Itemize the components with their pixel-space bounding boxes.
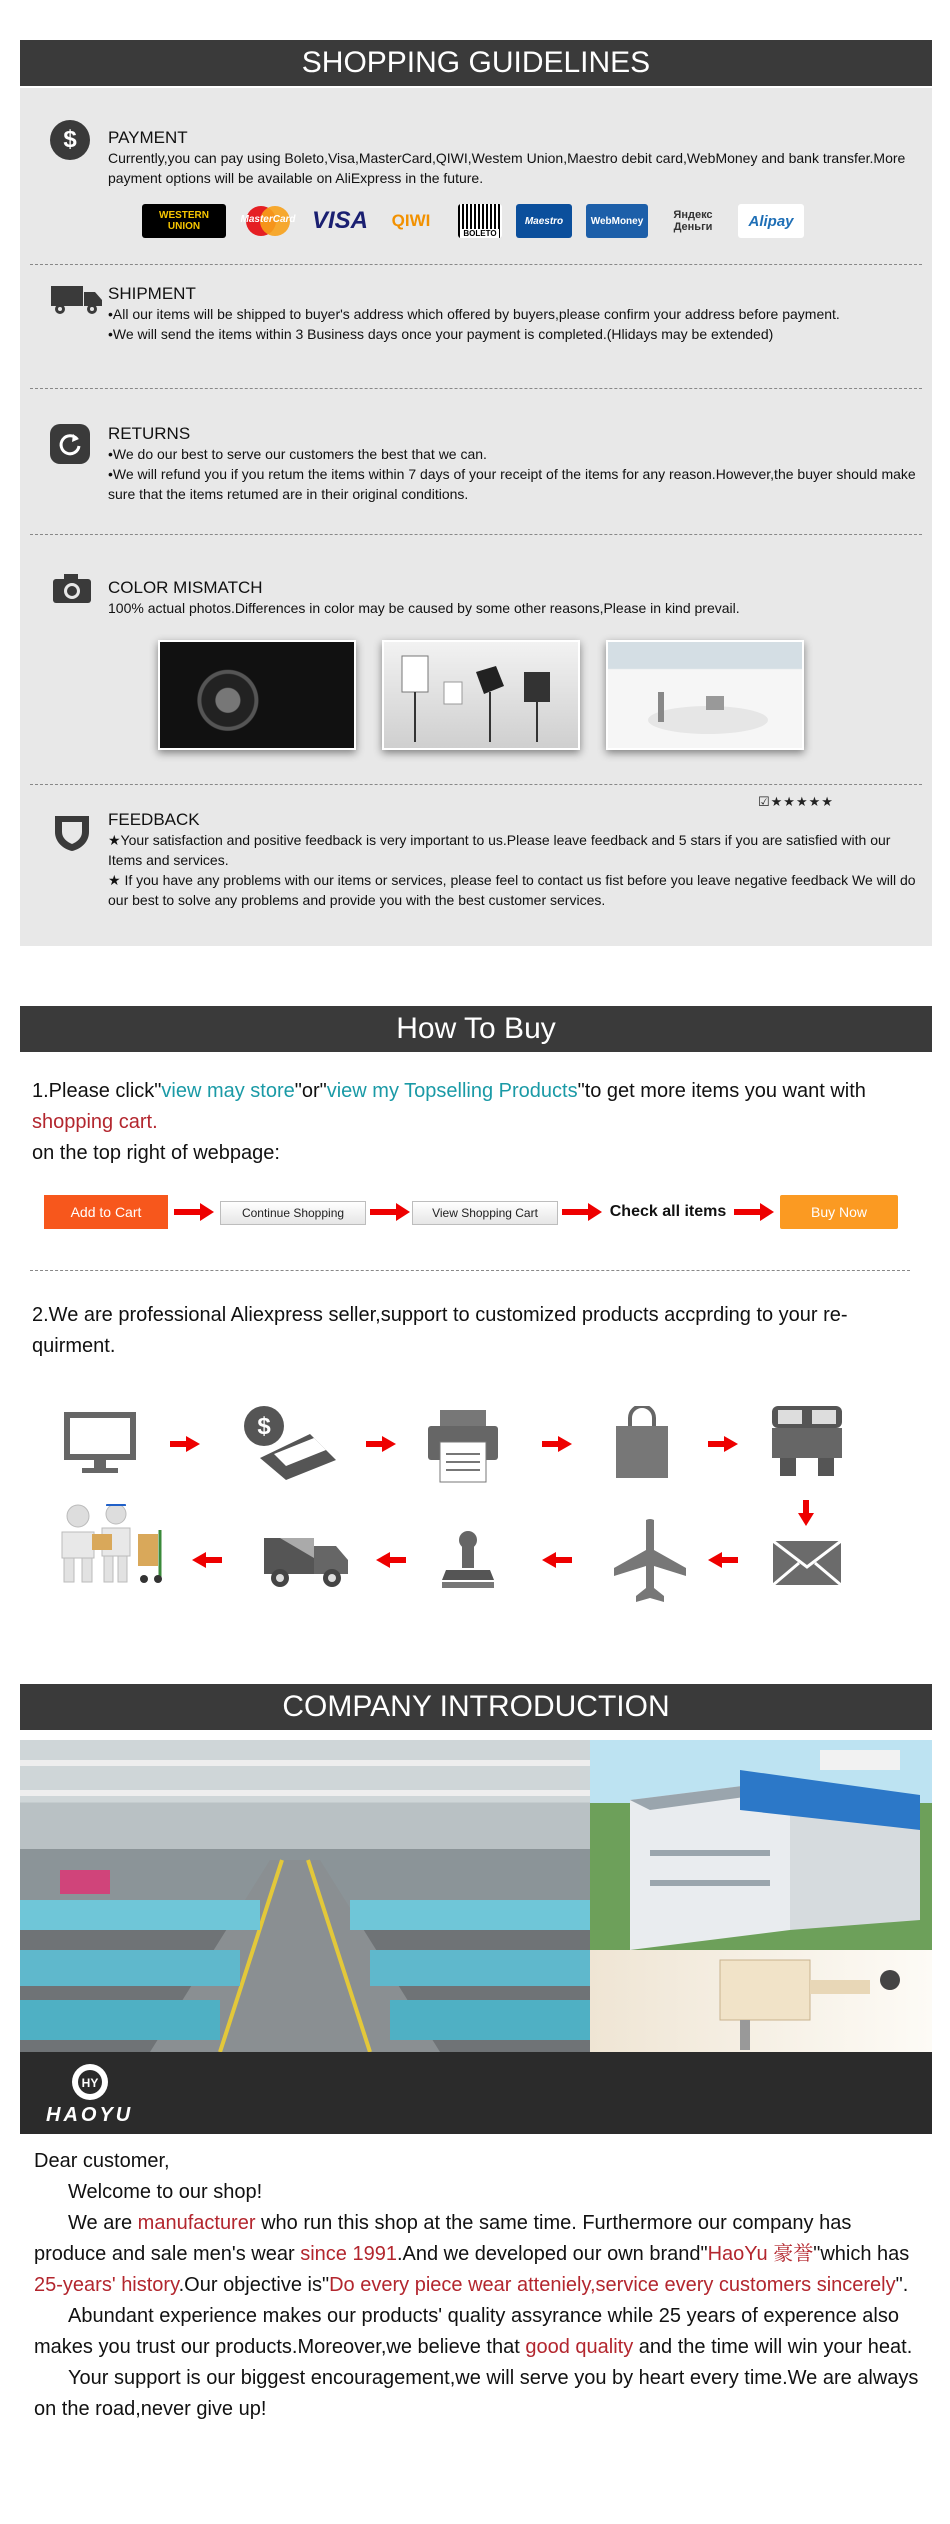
arrow-right-icon <box>370 1203 410 1226</box>
payment-text: Currently,you can pay using Boleto,Visa,MasterCard,QIWI,Westem Union,Maestro debit card,WebMoney and bank transfer.More payment options will be available on AliExpress in the future. <box>108 150 906 186</box>
arrow-left-icon <box>708 1552 738 1573</box>
guidelines-title: SHOPPING GUIDELINES <box>20 40 932 86</box>
howto-step-2: 2.We are professional Aliexpress seller,support to customized products accprding to your re- quirment. <box>32 1304 848 1357</box>
continue-shopping-button[interactable]: Continue Shopping <box>220 1201 366 1225</box>
factory-building-photo <box>590 1740 932 1950</box>
arrow-right-icon <box>542 1436 572 1457</box>
company-intro-text <box>34 2146 922 2425</box>
printer-icon <box>426 1408 500 1489</box>
svg-text:$: $ <box>257 1413 271 1440</box>
returns-title: RETURNS <box>108 424 191 443</box>
shipment-line-2: •We will send the items within 3 Business days once your payment is completed.(Hlidays may be extended) <box>108 326 774 342</box>
alipay-logo: Alipay <box>738 204 804 238</box>
arrow-down-icon <box>798 1500 814 1531</box>
buy-now-button[interactable]: Buy Now <box>780 1195 898 1229</box>
howto-step-1: 1.Please click"view may store"or"view my Topselling Products"to get more items you want with shopping cart. <box>32 1080 866 1133</box>
intro-paragraph-1: We are manufacturer who run this shop at the same time. Furthermore our company has produce and sale men's wear since 1991.And we developed our own brand"HaoYu 豪誉"which has 25-years' history.Our objective is"Do every piece wear atteniely,service every customers sincerely". <box>34 2212 910 2296</box>
arrow-right-icon <box>734 1203 774 1226</box>
arrow-right-icon <box>708 1436 738 1457</box>
arrow-right-icon <box>174 1203 214 1226</box>
delivery-truck-icon <box>770 1404 844 1485</box>
webmoney-logo: WebMoney <box>586 204 648 238</box>
arrow-right-icon <box>562 1203 602 1226</box>
visa-logo: VISA <box>311 207 368 234</box>
maestro-logo: Maestro <box>516 204 572 238</box>
check-all-items-label: Check all items <box>609 1203 727 1220</box>
boleto-logo: BOLETO <box>458 204 502 238</box>
arrow-right-icon <box>366 1436 396 1457</box>
company-title: COMPANY INTRODUCTION <box>20 1684 932 1730</box>
welcome: Welcome to our shop! <box>68 2181 263 2203</box>
shipment-title: SHIPMENT <box>108 284 196 303</box>
stamp-icon <box>440 1530 496 1595</box>
arrow-right-icon <box>170 1436 200 1457</box>
view-store-link[interactable]: view may store <box>161 1080 295 1102</box>
feedback-line-1: ★Your satisfaction and positive feedback is very important to us.Please leave feedback and 5 stars if you are satisfied with our Items and services. <box>108 832 891 868</box>
howto-step-1-note: on the top right of webpage: <box>32 1142 280 1164</box>
intro-paragraph-2: Abundant experience makes our products' quality assyrance while 25 years of experence also makes you trust our products.Moreover,we believe that good quality and the time will win your heat. <box>34 2305 913 2358</box>
svg-text:HY: HY <box>81 2076 99 2090</box>
haoyu-logo-icon <box>70 2062 110 2102</box>
arrow-left-icon <box>376 1552 406 1573</box>
view-topselling-link[interactable]: view my Topselling Products <box>326 1080 578 1102</box>
airplane-icon <box>612 1518 688 1613</box>
intro-paragraph-3: Your support is our biggest encouragement,we will serve you by heart every time.We are always on the road,never give up! <box>34 2367 919 2420</box>
yandex-logo: Яндекс Деньги <box>673 209 713 233</box>
camera-icon <box>52 572 92 609</box>
returns-line-2: •We will refund you if you retum the items within 7 days of your receipt of the items for any reason.However,the buyer should make sure that the items retumed are in their original conditions. <box>108 466 916 502</box>
refresh-icon <box>50 424 90 464</box>
arrow-left-icon <box>192 1552 222 1573</box>
payment-card-icon <box>240 1404 340 1485</box>
color-title: COLOR MISMATCH <box>108 578 263 597</box>
sewing-machine-photo <box>590 1950 932 2052</box>
payment-title: PAYMENT <box>108 128 188 147</box>
truck-icon <box>50 282 104 321</box>
feedback-title: FEEDBACK <box>108 810 200 829</box>
color-text: 100% actual photos.Differences in color may be caused by some other reasons,Please in kind prevail. <box>108 600 740 616</box>
shield-icon <box>52 812 92 857</box>
divider <box>30 534 922 535</box>
returns-line-1: •We do our best to serve our customers the best that we can. <box>108 446 487 462</box>
divider <box>30 264 922 265</box>
white-studio-photo <box>606 640 804 750</box>
guidelines-panel <box>20 88 932 946</box>
mastercard-text: MasterCard <box>240 214 296 225</box>
factory-photo <box>20 1740 590 2052</box>
divider <box>30 1270 910 1271</box>
envelope-icon <box>772 1540 842 1591</box>
haoyu-logo-text: HAOYU <box>46 2104 134 2126</box>
shopping-cart-link[interactable]: shopping cart. <box>32 1111 158 1133</box>
howto-title: How To Buy <box>20 1006 932 1052</box>
view-shopping-cart-button[interactable]: View Shopping Cart <box>412 1201 558 1225</box>
add-to-cart-button[interactable]: Add to Cart <box>44 1195 168 1229</box>
camera-photo <box>158 640 356 750</box>
brand-strip <box>20 2052 932 2134</box>
delivery-people-icon <box>52 1504 172 1589</box>
shipment-line-1: •All our items will be shipped to buyer's address which offered by buyers,please confirm your address before payment. <box>108 306 840 322</box>
dollar-icon: $ <box>50 120 90 160</box>
shopping-bag-icon <box>614 1406 670 1485</box>
western-union-logo: WESTERN UNION <box>142 204 226 238</box>
delivery-van-icon <box>262 1528 352 1595</box>
five-stars: ☑★★★★★ <box>758 794 834 809</box>
greeting: Dear customer, <box>34 2150 170 2172</box>
arrow-left-icon <box>542 1552 572 1573</box>
divider <box>30 784 922 785</box>
qiwi-logo: QIWI <box>391 211 431 230</box>
divider <box>30 388 922 389</box>
monitor-icon <box>62 1410 138 1481</box>
studio-photo <box>382 640 580 750</box>
feedback-line-2: ★ If you have any problems with our items or services, please feel to contact us fist before you leave negative feedback We will do our best to solve any problems and provide you with the best customer services. <box>108 872 916 908</box>
